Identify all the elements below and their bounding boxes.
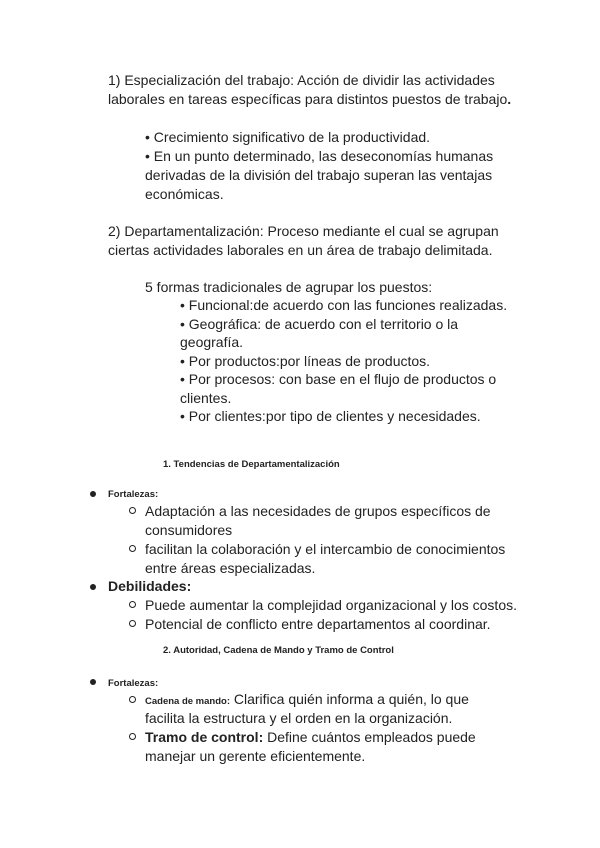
- section2-line1: 2) Departamentalización: Proceso mediante el cual se agrupan: [108, 223, 499, 239]
- strengths-label-1: Fortalezas:: [108, 489, 159, 500]
- heading-departmentalization: 1. Tendencias de Departamentalización: [163, 459, 340, 470]
- strengths-label-2: Fortalezas:: [108, 678, 159, 689]
- span-of-control-cont: manejar un gerente eficientemente.: [145, 748, 366, 764]
- section2-line2: ciertas actividades laborales en un área de trabajo delimitada.: [108, 242, 493, 258]
- chain-of-command-line: [145, 690, 469, 711]
- strength-1-cont: consumidores: [145, 522, 233, 538]
- hollow-circle-icon: [129, 733, 136, 740]
- section2-item-products: • Por productos:por líneas de productos.: [180, 353, 431, 369]
- section2-item-geographic: • Geográfica: de acuerdo con el territorio o la: [180, 316, 459, 332]
- section2-item-functional: • Funcional:de acuerdo con las funciones realizadas.: [180, 297, 508, 313]
- section2-item-processes-cont: clientes.: [180, 390, 232, 406]
- strength-2: facilitan la colaboración y el intercambio de conocimientos: [145, 541, 506, 557]
- section2-item-geographic-cont: geografía.: [180, 334, 244, 350]
- bullet-dot-icon: [90, 584, 96, 590]
- hollow-circle-icon: [129, 507, 136, 514]
- section2-item-processes: • Por procesos: con base en el flujo de productos o: [180, 371, 497, 387]
- bullet-dot-icon: [90, 491, 96, 497]
- section2-item-clients: • Por clientes:por tipo de clientes y necesidades.: [180, 408, 481, 424]
- section2-intro: 5 formas tradicionales de agrupar los puestos:: [145, 279, 433, 295]
- hollow-circle-icon: [129, 620, 136, 627]
- span-of-control-text: Define cuántos empleados puede: [267, 729, 476, 745]
- section1-bullet-1: • Crecimiento significativo de la productividad.: [145, 129, 431, 145]
- section1-line2-period: .: [507, 91, 512, 107]
- chain-of-command-label: Cadena de mando:: [145, 696, 230, 707]
- section1-bullet-2-cont: derivadas de la división del trabajo superan las ventajas: [145, 167, 493, 183]
- span-of-control-label: Tramo de control:: [145, 729, 264, 745]
- weaknesses-label: Debilidades:: [108, 578, 192, 594]
- weakness-2: Potencial de conflicto entre departamentos al coordinar.: [145, 616, 491, 632]
- span-of-control-line: [145, 728, 476, 747]
- hollow-circle-icon: [129, 601, 136, 608]
- hollow-circle-icon: [129, 696, 136, 703]
- bullet-dot-icon: [90, 679, 96, 685]
- strength-1: Adaptación a las necesidades de grupos específicos de: [145, 503, 491, 519]
- chain-of-command-text: Clarifica quién informa a quién, lo que: [233, 691, 469, 707]
- heading-authority: 2. Autoridad, Cadena de Mando y Tramo de Control: [163, 645, 394, 656]
- section1-bullet-2: • En un punto determinado, las deseconomías humanas: [145, 148, 494, 164]
- chain-of-command-cont: facilita la estructura y el orden en la organización.: [145, 710, 453, 726]
- strength-2-cont: entre áreas especializadas.: [145, 560, 316, 576]
- section1-bullet-2-cont2: económicas.: [145, 186, 224, 202]
- section1-line2-text: laborales en tareas específicas para distintos puestos de trabajo: [108, 91, 508, 107]
- hollow-circle-icon: [129, 545, 136, 552]
- section1-line2: [108, 90, 511, 109]
- weakness-1: Puede aumentar la complejidad organizacional y los costos.: [145, 597, 517, 613]
- section1-line1: 1) Especialización del trabajo: Acción de dividir las actividades: [108, 72, 495, 88]
